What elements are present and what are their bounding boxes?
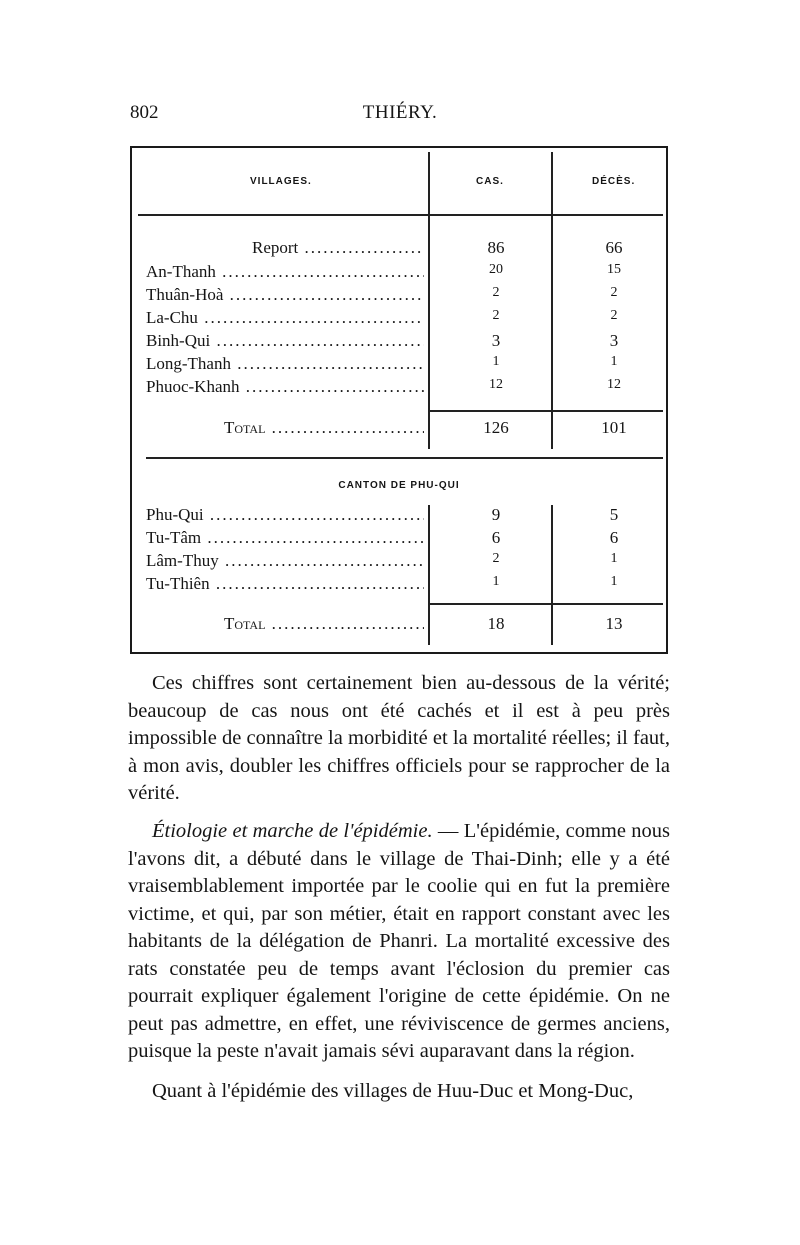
cas-value: 20 bbox=[489, 262, 503, 277]
deces-value: 1 bbox=[610, 551, 618, 566]
deces-value: 6 bbox=[609, 528, 619, 547]
village-name: Tu-Thiên ..... bbox=[146, 574, 424, 594]
paragraph-text: — L'épidémie, comme nous l'avons dit, a débuté dans le village de Thai-Dinh; elle y a été vraisemblablement importée par le coolie qui en fut la première victime, et qui, par son métier, était en rapport constant avec les habitants de la délégation de Phanri. La mortalité excessive des rats constatée peu de temps avant l'éclosion du premier cas pourrait expliquer également l'origine de cette épidémie. On ne peut pas admettre, en effet, une réviviscence de germes anciens, puisque la peste n'avait jamais sévi auparavant dans la région. bbox=[128, 820, 671, 1062]
cas-value: 3 bbox=[491, 331, 501, 350]
section-heading: CANTON DE PHU-QUI bbox=[338, 480, 460, 491]
table-row bbox=[146, 354, 666, 376]
cas-value: 1 bbox=[492, 354, 500, 369]
row-label: Report ..... bbox=[146, 238, 424, 258]
table-row-total bbox=[146, 614, 666, 636]
deces-value: 1 bbox=[610, 354, 618, 369]
page-header bbox=[130, 102, 670, 132]
village-name: Phu-Qui ..... bbox=[146, 505, 424, 525]
deces-value: 1 bbox=[610, 574, 618, 589]
village-name: Lâm-Thuy ..... bbox=[146, 551, 424, 571]
paragraph: Ces chiffres sont certainement bien au-dessous de la vérité; beaucoup de cas nous ont été cachés et il est à peu près impossible de connaître la morbidité et la mortalité réelles; il faut, à mon avis, doubler les chiffres officiels pour se rapprocher de la vérité. bbox=[128, 672, 670, 804]
cas-value: 2 bbox=[492, 308, 500, 323]
paragraph: Quant à l'épidémie des villages de Huu-Duc et Mong-Duc, bbox=[152, 1080, 634, 1102]
table-row bbox=[146, 528, 666, 550]
cas-value: 18 bbox=[487, 614, 505, 633]
table-row-total bbox=[146, 418, 666, 440]
table-row bbox=[146, 308, 666, 330]
deces-value: 13 bbox=[605, 614, 623, 633]
cas-value: 86 bbox=[487, 238, 505, 257]
total-label: Total ..... bbox=[146, 614, 424, 634]
deces-value: 5 bbox=[609, 505, 619, 524]
table-row bbox=[146, 377, 666, 399]
table-row bbox=[146, 262, 666, 284]
cas-value: 9 bbox=[491, 505, 501, 524]
deces-value: 12 bbox=[607, 377, 621, 392]
deces-value: 101 bbox=[601, 418, 627, 437]
column-header-villages: VILLAGES. bbox=[250, 176, 312, 187]
total-rule bbox=[430, 410, 663, 412]
table-row-report bbox=[146, 238, 666, 260]
paragraph bbox=[128, 818, 670, 1066]
header-rule bbox=[138, 214, 663, 216]
total-rule bbox=[430, 603, 663, 605]
village-name: Phuoc-Khanh ..... bbox=[146, 377, 424, 397]
table-row bbox=[146, 505, 666, 527]
table-row bbox=[146, 574, 666, 596]
cas-value: 6 bbox=[491, 528, 501, 547]
page-number: 802 bbox=[130, 102, 159, 123]
deces-value: 66 bbox=[605, 238, 623, 257]
table-row bbox=[146, 551, 666, 573]
cas-value: 2 bbox=[492, 551, 500, 566]
section-rule bbox=[146, 457, 663, 459]
table-row bbox=[146, 331, 666, 353]
village-name: Tu-Tâm ..... bbox=[146, 528, 424, 548]
section-heading-inline: Étiologie et marche de l'épidémie. bbox=[152, 820, 433, 842]
total-label: Total ..... bbox=[146, 418, 424, 438]
village-name: Long-Thanh ..... bbox=[146, 354, 424, 374]
deces-value: 2 bbox=[610, 285, 618, 300]
cas-value: 12 bbox=[489, 377, 503, 392]
cas-value: 1 bbox=[492, 574, 500, 589]
running-title: THIÉRY. bbox=[362, 102, 438, 123]
village-name: Thuân-Hoà ..... bbox=[146, 285, 424, 305]
village-name: La-Chu ..... bbox=[146, 308, 424, 328]
cas-value: 2 bbox=[492, 285, 500, 300]
deces-value: 15 bbox=[607, 262, 621, 277]
deces-value: 2 bbox=[610, 308, 618, 323]
village-name: Binh-Qui ..... bbox=[146, 331, 424, 351]
column-header-cas: CAS. bbox=[476, 176, 504, 187]
deces-value: 3 bbox=[609, 331, 619, 350]
cas-value: 126 bbox=[483, 418, 509, 437]
table-row bbox=[146, 285, 666, 307]
village-name: An-Thanh ..... bbox=[146, 262, 424, 282]
column-header-deces: DÉCÈS. bbox=[592, 176, 636, 187]
